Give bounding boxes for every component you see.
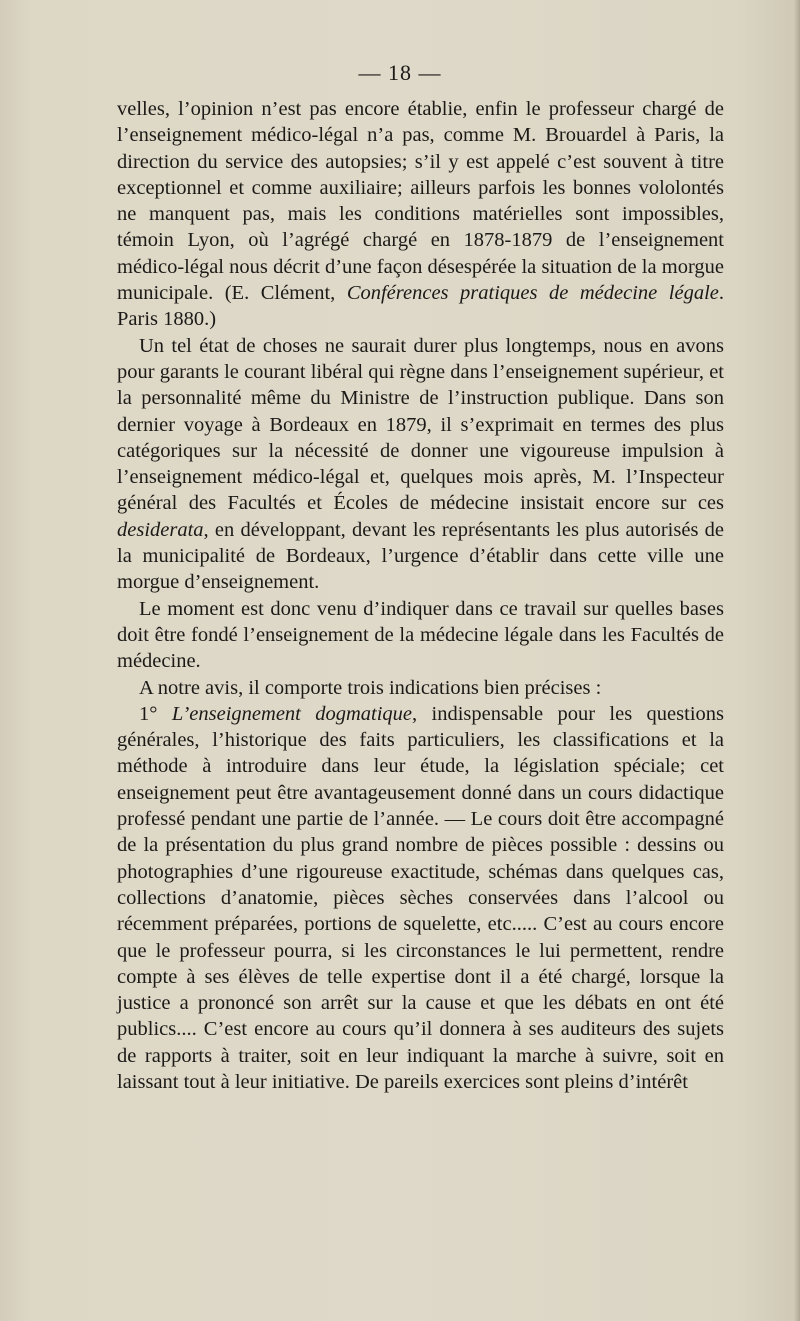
paragraph-5-number: 1° bbox=[139, 702, 172, 725]
paragraph-2-italic-term: desiderata bbox=[117, 518, 204, 541]
paragraph-1-text-b: . Paris 1880.) bbox=[117, 282, 724, 331]
page-edge-shadow bbox=[794, 0, 800, 1321]
paragraph-5 bbox=[117, 701, 724, 1095]
paragraph-3 bbox=[117, 596, 724, 675]
page-number: — 18 — bbox=[358, 60, 442, 85]
paragraph-4 bbox=[117, 675, 724, 701]
paragraph-2 bbox=[117, 333, 724, 596]
paragraph-2-text-b: , en développant, devant les représentants les plus autorisés de la municipalité de Bordeaux, l’urgence d’établir dans cette ville une morgue d’enseignement. bbox=[117, 518, 724, 594]
body-text bbox=[117, 96, 724, 1095]
paragraph-3-text: Le moment est donc venu d’indiquer dans ce travail sur quelles bases doit être fondé l’enseignement de la médecine légale dans les Facultés de médecine. bbox=[117, 597, 724, 673]
paragraph-5-text: , indispensable pour les questions générales, l’historique des faits particuliers, les classifications et la méthode à introduire dans leur étude, la législation spéciale; cet enseignement peut être avantageusement donné dans un cours didactique professé pendant une partie de l’année. — Le cours doit être accompagné de la présentation du plus grand nombre de pièces possible : dessins ou photographies d’une rigoureuse exactitude, schémas dans quelques cas, collections d’anatomie, pièces sèches conservées dans l’alcool ou récemment préparées, portions de squelette, etc..... C’est au cours encore que le professeur pourra, si les circonstances le lui permettent, rendre compte à ses élèves de telle expertise dont il a été chargé, lorsque la justice a prononcé son arrêt sur la cause et que les débats en ont été publics.... C’est encore au cours qu’il donnera à ses auditeurs des sujets de rapports à traiter, soit en leur indiquant la marche à suivre, soit en laissant tout à leur initiative. De pareils exercices sont pleins d’intérêt bbox=[117, 702, 724, 1093]
paragraph-1-italic-title: Conférences pratiques de médecine légale bbox=[346, 282, 719, 305]
paragraph-5-italic-heading: L’enseignement dogmatique bbox=[171, 702, 413, 725]
paragraph-4-text: A notre avis, il comporte trois indications bien précises : bbox=[139, 676, 602, 699]
paragraph-1 bbox=[117, 96, 724, 333]
paragraph-2-text-a: Un tel état de choses ne saurait durer plus longtemps, nous en avons pour garants le courant libéral qui règne dans l’enseignement supérieur, et la personnalité même du Ministre de l’instruction publique. Dans son dernier voyage à Bordeaux en 1879, il s’exprimait en termes des plus catégoriques sur la nécessité de donner une vigoureuse impulsion à l’enseignement médico-légal et, quelques mois après, M. l’Inspecteur général des Facultés et Écoles de médecine insistait encore sur ces bbox=[117, 334, 724, 515]
paragraph-1-text-a: velles, l’opinion n’est pas encore établie, enfin le professeur chargé de l’enseignement médico-légal n’a pas, comme M. Brouardel à Paris, la direction du service des autopsies; s’il y est appelé c’est souvent à titre exceptionnel et comme auxiliaire; ailleurs parfois les bonnes vololontés ne manquent pas, mais les conditions matérielles sont impossibles, témoin Lyon, où l’agrégé chargé en 1878-1879 de l’enseignement médico-légal nous décrit d’une façon désespérée la situation de la morgue municipale. (E. Clément, bbox=[117, 98, 724, 305]
